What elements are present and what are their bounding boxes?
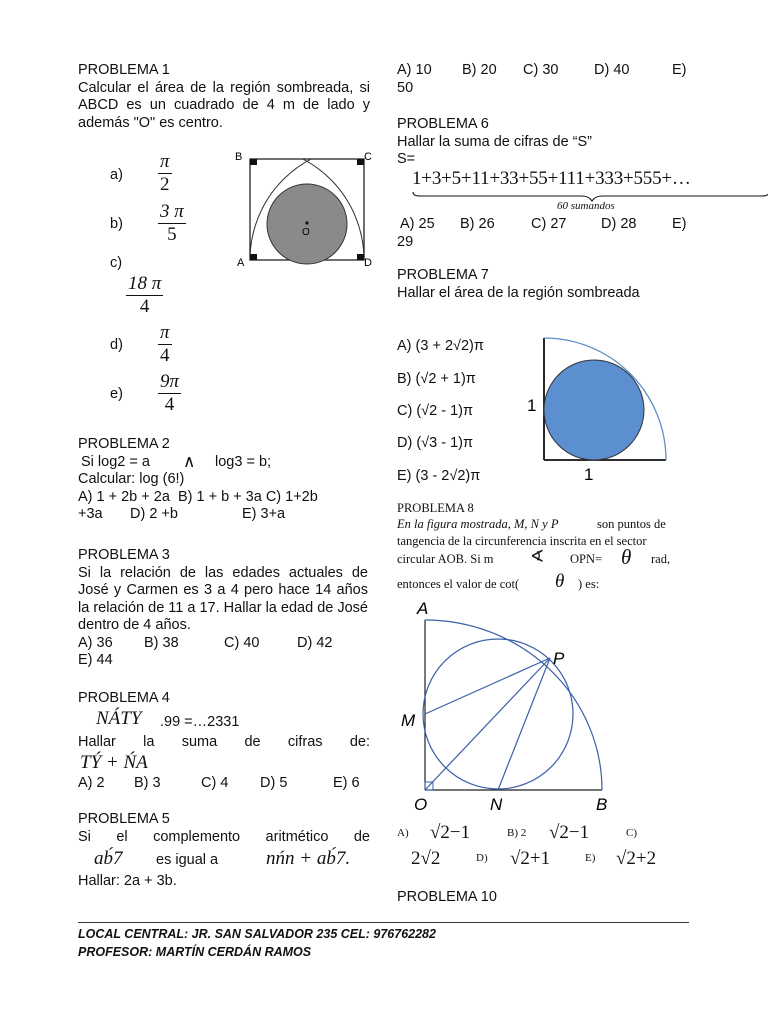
label-d: D: [364, 257, 372, 269]
center-point-o: [305, 221, 308, 224]
p3-option-c: C) 40: [224, 634, 260, 651]
p4-option-e: E) 6: [333, 775, 360, 791]
p5-rhs: nńn + ab́7.: [266, 848, 351, 869]
label-c: C: [364, 151, 372, 163]
p7-option-d: D) (√3 - 1)π: [397, 435, 473, 451]
problem-6-statement: Hallar la suma de cifras de “S”: [397, 133, 593, 150]
problem-2-ask: Calcular: log (6!): [78, 471, 185, 487]
p8-option-a: √2−1: [430, 822, 471, 843]
p8-line2: tangencia de la circunferencia inscrita en el sector: [397, 534, 647, 548]
p5-option-c: C) 30: [523, 62, 559, 78]
p8-options: [397, 822, 697, 874]
option-letter: a): [110, 167, 123, 183]
p1-square-figure: [232, 146, 376, 270]
problem-3-title: PROBLEMA 3: [78, 547, 170, 563]
p1-option-c: [110, 255, 122, 273]
denominator: 4: [164, 394, 175, 415]
p1-option-c-fraction: [126, 273, 163, 318]
p7-quarter-circle-figure: [524, 330, 674, 485]
p6-option-e-value: 29: [397, 233, 414, 250]
p1-option-a: [110, 167, 123, 185]
p6-series: 1+3+5+11+33+55+111+333+555+…: [412, 168, 691, 189]
p8-option-b-letter: B) 2: [507, 827, 527, 839]
problem-5-title: PROBLEMA 5: [78, 811, 170, 827]
problem-3: [78, 547, 368, 670]
problem-2-title: PROBLEMA 2: [78, 436, 170, 452]
numerator: 9π: [160, 371, 180, 392]
corner-mark-a: [250, 254, 257, 260]
p8-option-d: √2+1: [510, 848, 551, 869]
problem-10-title: PROBLEMA 10: [397, 889, 497, 905]
p5-options: [397, 62, 697, 98]
problem-4-options: [78, 775, 378, 793]
angle-symbol: ∢: [530, 547, 545, 566]
p5-ab7: ab́7: [94, 848, 123, 869]
p6-option-d: D) 28: [601, 216, 637, 232]
problem-1: [78, 62, 370, 132]
p5-option-a: A) 10: [397, 62, 432, 78]
shaded-inscribed-circle: [544, 360, 644, 460]
p6-options: [397, 216, 697, 252]
denominator: 4: [139, 296, 150, 317]
problem-3-statement: Si la relación de las edades actuales de José y Carmen es 3 a 4 pero hace 14 años la relación de 11 a 17. Hallar la edad de José dentro de 4 años.: [78, 564, 368, 633]
p4-expression-rest: .99 =…2331: [160, 714, 240, 730]
problem-8-title: PROBLEMA 8: [397, 501, 474, 515]
problem-4-title: PROBLEMA 4: [78, 690, 170, 706]
p7-options: [397, 338, 537, 488]
theta-symbol-2: θ: [555, 571, 565, 592]
p8-line3a: circular AOB. Si m: [397, 552, 494, 566]
p5-option-d: D) 40: [594, 62, 630, 78]
p6-option-b: B) 26: [460, 216, 495, 232]
p7-option-c: C) (√2 - 1)π: [397, 403, 473, 419]
p4-target-expression: TÝ + ŃA: [80, 752, 148, 773]
p4-option-d: D) 5: [260, 775, 288, 791]
p8-line3c: rad,: [651, 552, 671, 566]
p4-option-c: C) 4: [201, 775, 229, 791]
label-a: A: [237, 257, 245, 269]
label-a: A: [417, 599, 429, 618]
problem-1-title: PROBLEMA 1: [78, 62, 170, 78]
p8-option-d-letter: D): [476, 852, 488, 864]
p8-line3b: OPN=: [570, 552, 603, 566]
p2-option-c-cont: +3a: [78, 506, 103, 522]
p4-option-a: A) 2: [78, 775, 105, 791]
numerator: π: [160, 151, 170, 172]
label-m: M: [401, 711, 416, 730]
p3-option-d: D) 42: [297, 634, 333, 651]
p4-statement: Hallar la suma de cifras de:: [78, 734, 370, 750]
label-b: B: [235, 151, 243, 163]
sector-arc-ab: [425, 620, 602, 790]
given-log2: Si log2 = a: [81, 453, 150, 470]
option-letter: c): [110, 255, 123, 271]
footer-divider: [78, 922, 689, 923]
p4-option-b: B) 3: [134, 775, 161, 791]
p6-brace-note: 60 sumandos: [557, 200, 615, 212]
footer-teacher: PROFESOR: MARTÍN CERDÁN RAMOS: [78, 945, 312, 959]
p6-option-c: C) 27: [531, 216, 567, 232]
p4-expression-word: NÁTY: [96, 708, 142, 729]
footer: [78, 925, 436, 961]
label-p: P: [553, 649, 565, 668]
p7-option-a: A) (3 + 2√2)π: [397, 338, 484, 354]
p6-s-label: S=: [397, 151, 416, 167]
p1-option-b: [110, 216, 123, 234]
p3-option-e: E) 44: [78, 652, 113, 668]
corner-mark-b: [250, 159, 257, 165]
option-letter: d): [110, 337, 123, 353]
p2-option-e: E) 3+a: [242, 506, 286, 522]
p5-option-b: B) 20: [462, 62, 497, 78]
corner-mark-c: [357, 159, 364, 165]
p1-option-e: [110, 386, 123, 404]
p8-option-e: √2+2: [616, 848, 657, 869]
p8-line4a: entonces el valor de cot(: [397, 577, 520, 591]
problem-7-title: PROBLEMA 7: [397, 267, 489, 283]
p2-option-d: D) 2 +b: [130, 506, 178, 522]
problem-7: [397, 267, 697, 302]
p7-option-e: E) (3 - 2√2)π: [397, 468, 481, 484]
p8-option-b: √2−1: [549, 822, 590, 843]
problem-2-options-line2: [78, 506, 378, 524]
p6-option-a: A) 25: [400, 216, 435, 232]
label-o: O: [302, 227, 310, 238]
p8-option-c-letter: C): [626, 827, 637, 839]
numerator: 3 π: [160, 201, 184, 222]
p1-option-e-fraction: [158, 371, 181, 416]
p8-line1a: En la figura mostrada, M, N y P: [397, 517, 559, 531]
option-letter: b): [110, 216, 123, 232]
p8-option-c: 2√2: [411, 848, 441, 869]
problem-2: [78, 436, 378, 524]
footer-address: LOCAL CENTRAL: JR. SAN SALVADOR 235 CEL: 976762282: [78, 927, 436, 941]
denominator: 5: [167, 224, 177, 245]
option-letter: e): [110, 386, 123, 402]
p5-option-e: E): [672, 62, 687, 78]
p5-statement: Si el complemento aritmético de: [78, 829, 370, 845]
p6-option-e: E): [672, 216, 687, 232]
p5-option-e-value: 50: [397, 79, 414, 96]
problem-2-options-line1: A) 1 + 2b + 2a B) 1 + b + 3a C) 1+2b: [78, 488, 318, 505]
label-n: N: [490, 795, 503, 814]
side-label-bottom: 1: [584, 465, 594, 484]
given-log3: log3 = b;: [215, 453, 272, 470]
corner-mark-d: [357, 254, 364, 260]
p3-option-a: A) 36: [78, 634, 113, 651]
denominator: 4: [160, 345, 170, 366]
numerator: 18 π: [128, 273, 162, 294]
p5-equal-text: es igual a: [156, 852, 219, 868]
label-o: O: [414, 795, 428, 814]
p1-option-a-fraction: [158, 151, 172, 196]
inscribed-circle: [423, 639, 573, 789]
p1-option-b-fraction: [158, 201, 186, 246]
p8-option-a-letter: A): [397, 827, 409, 839]
problem-3-options: [78, 635, 368, 653]
p7-option-b: B) (√2 + 1)π: [397, 371, 476, 387]
logical-and-symbol: ∧: [183, 451, 196, 471]
p5-ask: Hallar: 2a + 3b.: [78, 873, 177, 889]
p1-option-d: [110, 337, 123, 355]
theta-symbol: θ: [621, 545, 632, 569]
p3-option-b: B) 38: [144, 634, 179, 651]
problem-2-given: [78, 451, 378, 472]
p8-option-e-letter: E): [585, 852, 596, 864]
p8-line4b: ) es:: [578, 577, 600, 591]
p1-option-d-fraction: [158, 322, 172, 367]
side-label-left: 1: [527, 396, 537, 415]
p8-line1b: son puntos de: [597, 517, 666, 531]
problem-7-statement: Hallar el área de la región sombreada: [397, 284, 640, 301]
label-b: B: [596, 795, 608, 814]
numerator: π: [160, 322, 170, 343]
problem-1-statement: Calcular el área de la región sombreada, si ABCD es un cuadrado de 4 m de lado y además "O" es centro.: [78, 79, 370, 131]
problem-6: [397, 116, 697, 169]
problem-6-title: PROBLEMA 6: [397, 116, 489, 132]
denominator: 2: [160, 174, 170, 195]
p8-sector-figure: [397, 596, 647, 816]
